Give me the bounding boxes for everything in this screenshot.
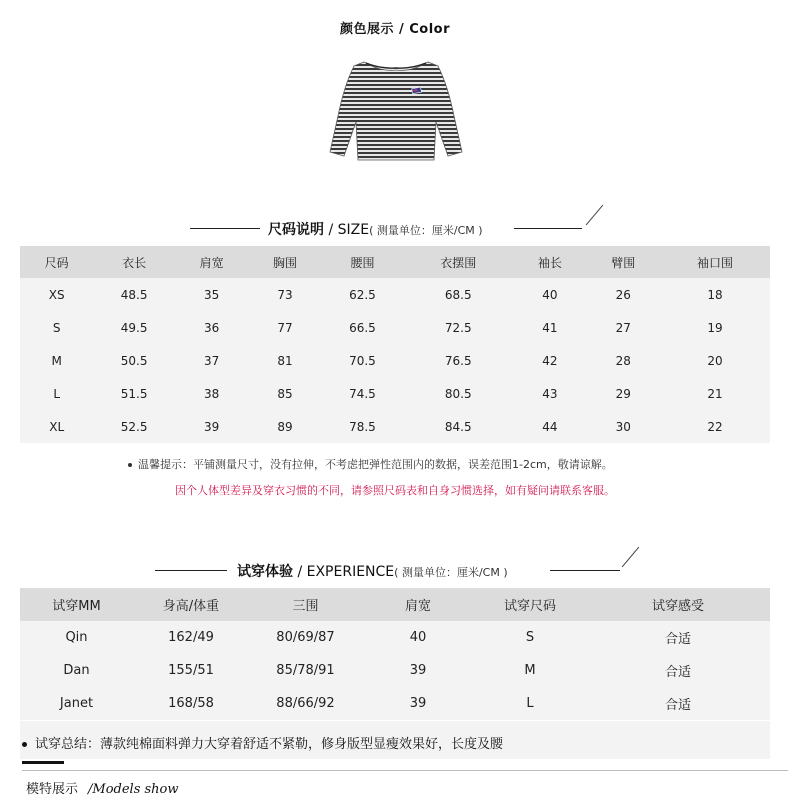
table-row — [20, 687, 770, 720]
experience-unit: ( 测量单位：厘米/CM ) — [394, 566, 508, 579]
table-cell: 85 — [248, 377, 321, 410]
table-cell: 66.5 — [322, 311, 404, 344]
experience-title-en: EXPERIENCE — [306, 564, 395, 580]
table-cell: Dan — [20, 654, 133, 687]
table-cell: 70.5 — [322, 344, 404, 377]
size-header-cell: 袖口围 — [660, 246, 770, 278]
size-header-cell: 胸围 — [248, 246, 321, 278]
size-header-cell: 尺码 — [20, 246, 93, 278]
table-cell: Janet — [20, 687, 133, 720]
table-cell: 39 — [362, 654, 474, 687]
size-header-cell: 肩宽 — [175, 246, 248, 278]
table-cell: 30 — [587, 410, 660, 443]
table-cell: 38 — [175, 377, 248, 410]
table-cell: XL — [20, 410, 93, 443]
models-section-title — [26, 778, 179, 797]
experience-header-cell: 试穿尺码 — [474, 588, 586, 621]
size-header-slash — [586, 205, 603, 226]
table-cell: 27 — [587, 311, 660, 344]
experience-summary — [22, 733, 503, 752]
table-cell: 74.5 — [322, 377, 404, 410]
experience-header-cell: 试穿MM — [20, 588, 133, 621]
experience-header-line-right — [550, 570, 620, 571]
table-cell: 80.5 — [403, 377, 513, 410]
table-row — [20, 311, 770, 344]
experience-header-cell: 三围 — [249, 588, 362, 621]
table-cell: 36 — [175, 311, 248, 344]
size-table — [20, 246, 770, 443]
table-cell: XS — [20, 278, 93, 311]
table-cell: 合适 — [586, 621, 770, 654]
models-title-cn: 模特展示 — [26, 782, 79, 797]
table-row — [20, 344, 770, 377]
table-cell: 39 — [175, 410, 248, 443]
experience-section-title — [237, 561, 508, 581]
bullet-icon — [22, 742, 27, 747]
table-cell: 21 — [660, 377, 770, 410]
table-cell: 48.5 — [93, 278, 175, 311]
table-cell: 22 — [660, 410, 770, 443]
size-header-line-left — [190, 228, 260, 229]
table-cell: 18 — [660, 278, 770, 311]
models-accent-bar — [22, 761, 64, 764]
table-cell: L — [474, 687, 586, 720]
table-row — [20, 654, 770, 687]
models-title-en: /Models show — [88, 782, 179, 797]
table-cell: 155/51 — [133, 654, 249, 687]
size-header-cell: 衣摆围 — [403, 246, 513, 278]
table-cell: 35 — [175, 278, 248, 311]
table-cell: 41 — [513, 311, 586, 344]
table-row — [20, 621, 770, 654]
table-cell: L — [20, 377, 93, 410]
table-cell: 51.5 — [93, 377, 175, 410]
size-section-title — [268, 219, 483, 239]
size-title-sep: / — [324, 222, 338, 238]
size-note-text: 温馨提示：平铺测量尺寸，没有拉伸，不考虑把弹性范围内的数据，误差范围1-2cm，敬请谅解。 — [138, 458, 613, 471]
table-cell: 52.5 — [93, 410, 175, 443]
table-cell: 78.5 — [322, 410, 404, 443]
size-title-en: SIZE — [337, 222, 370, 238]
table-cell: 37 — [175, 344, 248, 377]
table-cell: 49.5 — [93, 311, 175, 344]
table-cell: 44 — [513, 410, 586, 443]
table-cell: 68.5 — [403, 278, 513, 311]
table-cell: M — [474, 654, 586, 687]
table-cell: 85/78/91 — [249, 654, 362, 687]
table-cell: 20 — [660, 344, 770, 377]
size-warning: 因个人体型差异及穿衣习惯的不同，请参照尺码表和自身习惯选择，如有疑问请联系客服。 — [175, 484, 615, 497]
experience-header-cell: 肩宽 — [362, 588, 474, 621]
experience-header-line-left — [155, 570, 227, 571]
table-cell: 29 — [587, 377, 660, 410]
table-cell: 73 — [248, 278, 321, 311]
table-cell: 19 — [660, 311, 770, 344]
table-cell: 50.5 — [93, 344, 175, 377]
table-row — [20, 377, 770, 410]
size-header-cell: 衣长 — [93, 246, 175, 278]
table-cell: 88/66/92 — [249, 687, 362, 720]
table-cell: 40 — [362, 621, 474, 654]
table-cell: 168/58 — [133, 687, 249, 720]
table-cell: 40 — [513, 278, 586, 311]
striped-tshirt-image — [326, 56, 466, 166]
table-cell: 26 — [587, 278, 660, 311]
size-header-cell: 袖长 — [513, 246, 586, 278]
size-header-cell: 臂围 — [587, 246, 660, 278]
table-cell: M — [20, 344, 93, 377]
bullet-icon — [128, 463, 132, 467]
experience-header-cell: 试穿感受 — [586, 588, 770, 621]
experience-table-header-row — [20, 588, 770, 621]
table-cell: 81 — [248, 344, 321, 377]
table-cell: 72.5 — [403, 311, 513, 344]
size-title-cn: 尺码说明 — [268, 222, 324, 238]
table-cell: 43 — [513, 377, 586, 410]
table-cell: 42 — [513, 344, 586, 377]
table-row — [20, 410, 770, 443]
experience-table — [20, 588, 770, 720]
size-table-header-row — [20, 246, 770, 278]
table-cell: 39 — [362, 687, 474, 720]
experience-title-cn: 试穿体验 — [237, 564, 293, 580]
color-section-title: 颜色展示 / Color — [339, 22, 451, 37]
table-cell: 合适 — [586, 687, 770, 720]
table-cell: S — [474, 621, 586, 654]
table-cell: 162/49 — [133, 621, 249, 654]
experience-header-slash — [622, 547, 639, 568]
table-row — [20, 278, 770, 311]
table-cell: 76.5 — [403, 344, 513, 377]
experience-title-sep: / — [293, 564, 307, 580]
table-cell: 84.5 — [403, 410, 513, 443]
size-unit: ( 测量单位：厘米/CM ) — [369, 224, 483, 237]
table-cell: 77 — [248, 311, 321, 344]
size-note — [128, 456, 613, 472]
table-cell: 28 — [587, 344, 660, 377]
table-cell: 89 — [248, 410, 321, 443]
table-cell: 合适 — [586, 654, 770, 687]
experience-header-cell: 身高/体重 — [133, 588, 249, 621]
size-header-cell: 腰围 — [322, 246, 404, 278]
experience-summary-text: 试穿总结：薄款纯棉面料弹力大穿着舒适不紧勒，修身版型显瘦效果好，长度及腰 — [35, 737, 504, 752]
table-cell: S — [20, 311, 93, 344]
size-header-line-right — [514, 228, 582, 229]
table-cell: Qin — [20, 621, 133, 654]
table-cell: 80/69/87 — [249, 621, 362, 654]
models-divider — [22, 770, 788, 771]
table-cell: 62.5 — [322, 278, 404, 311]
